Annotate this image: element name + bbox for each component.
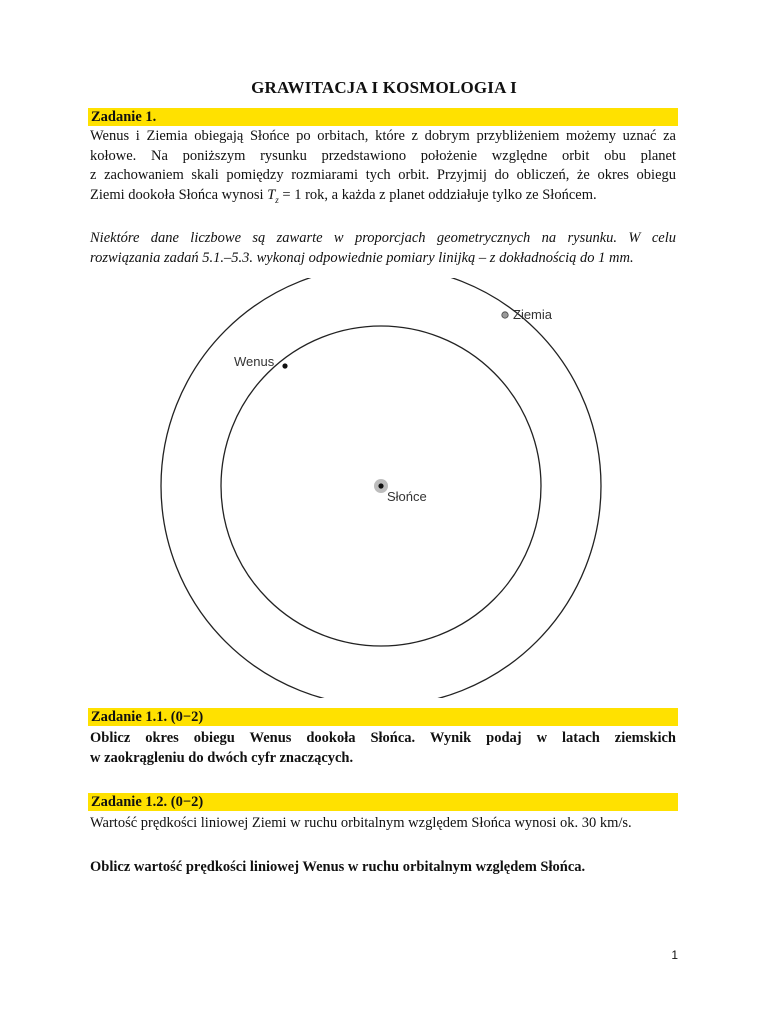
task-1-1-header: Zadanie 1.1. (0−2)	[88, 708, 678, 726]
earth-marker	[502, 312, 508, 318]
intro-line-text: = 1 rok, a każda z planet oddziałuje tylko ze Słońcem.	[278, 186, 597, 203]
task-1-2-header: Zadanie 1.2. (0−2)	[88, 793, 678, 811]
venus-marker	[282, 363, 287, 368]
orbit-diagram	[150, 278, 620, 698]
note-line: rozwiązania zadań 5.1.–5.3. wykonaj odpowiednie pomiary linijką – z dokładnością do 1 mm.	[90, 249, 634, 266]
period-subscript: z	[275, 194, 279, 205]
question-line: Oblicz wartość prędkości liniowej Wenus w ruchu orbitalnym względem Słońca.	[90, 859, 586, 875]
page-title: GRAWITACJA I KOSMOLOGIA I	[251, 78, 517, 97]
earth-label: Ziemia	[513, 307, 553, 322]
venus-label: Wenus	[234, 354, 275, 369]
intro-line-text: Ziemi dookoła Słońca wynosi	[90, 186, 268, 203]
given-line: Wartość prędkości liniowej Ziemi w ruchu orbitalnym względem Słońca wynosi ok. 30 km/s.	[90, 815, 632, 831]
sun-label: Słońce	[387, 489, 427, 504]
question-line: w zaokrągleniu do dwóch cyfr znaczących.	[90, 749, 354, 766]
note-line: Niektóre dane liczbowe są zawarte w proporcjach geometrycznych na rysunku. W celu	[90, 230, 676, 246]
task-1-2-question	[90, 858, 676, 878]
question-line: Oblicz okres obiegu Wenus dookoła Słońca. Wynik podaj w latach ziemskich	[90, 730, 676, 746]
sun-marker	[378, 483, 383, 488]
task-1-2-given	[90, 814, 676, 834]
task-1-note	[90, 229, 676, 268]
task-1-intro	[90, 127, 676, 210]
task-1-1-question	[90, 729, 676, 768]
task-1-header: Zadanie 1.	[88, 108, 678, 126]
period-symbol: T	[267, 186, 276, 203]
intro-line: z zachowaniem skali pomiędzy rozmiarami tych orbit. Przyjmij do obliczeń, że okres obiegu	[90, 167, 676, 184]
page-number: 1	[671, 948, 678, 962]
intro-line-last	[90, 186, 676, 210]
intro-line: Wenus i Ziemia obiegają Słońce po orbitach, które z dobrym przybliżeniem możemy uznać za	[90, 128, 676, 144]
intro-line: kołowe. Na poniższym rysunku przedstawiono położenie względne orbit obu planet	[90, 147, 676, 164]
